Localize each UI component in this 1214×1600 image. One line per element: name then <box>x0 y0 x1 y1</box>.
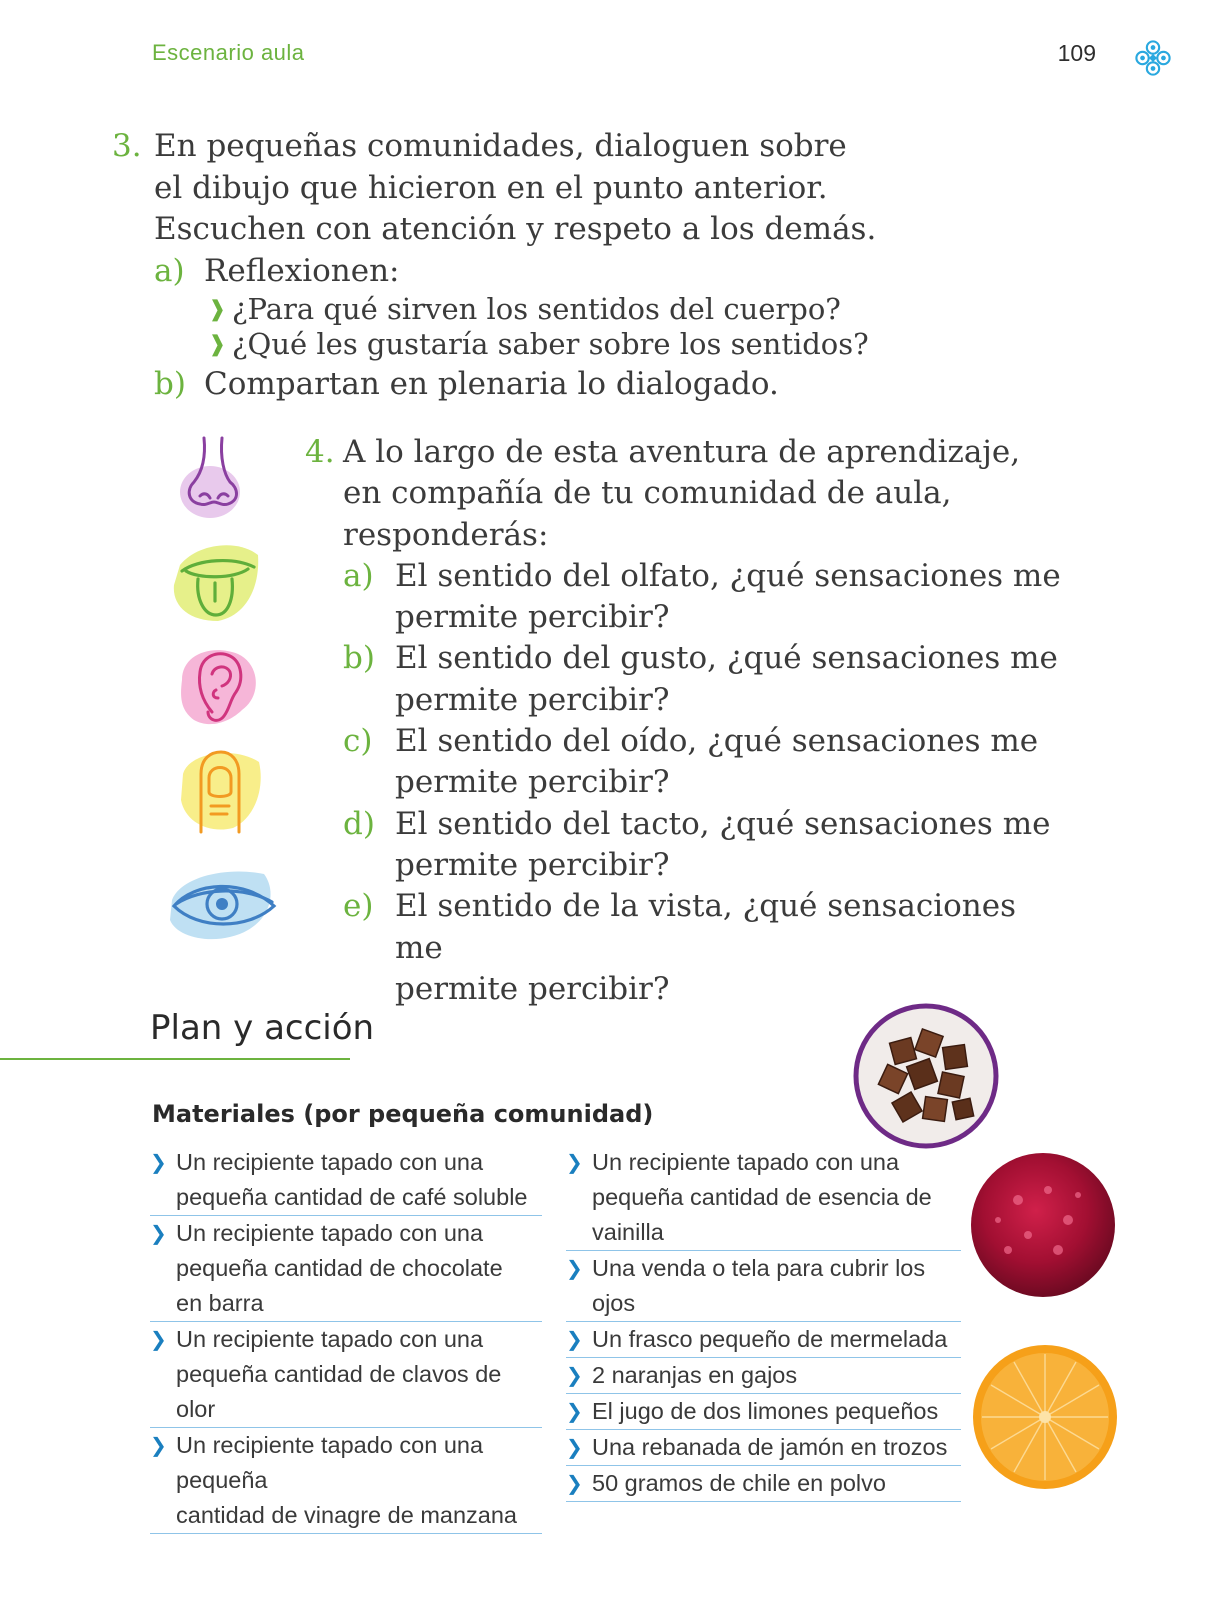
list-item: ❯ Una venda o tela para cubrir los ojos <box>566 1251 961 1322</box>
sub-text: Reflexionen: <box>204 252 400 289</box>
sub-text: permite percibir? <box>395 970 670 1007</box>
list-item: ❯ Un recipiente tapado con una pequeña cantidad de vinagre de manzana <box>150 1428 542 1534</box>
question-text: en compañía de tu comunidad de aula, <box>343 475 952 512</box>
nose-icon <box>172 432 254 522</box>
question-4 <box>305 432 1065 1010</box>
chevron-icon: ❯ <box>150 1327 167 1351</box>
list-item: ❯ Una rebanada de jamón en trozos <box>566 1430 961 1466</box>
sub-text: permite percibir? <box>395 681 670 718</box>
chevron-icon: ❯ <box>566 1150 583 1174</box>
sense-question <box>305 638 1065 679</box>
sub-label: e) <box>343 888 374 925</box>
sub-text: permite percibir? <box>395 599 670 636</box>
ear-icon <box>172 640 264 732</box>
materials-list-right <box>566 1145 961 1502</box>
sub-text: Compartan en plenaria lo dialogado. <box>204 366 779 402</box>
orange-photo <box>970 1342 1120 1492</box>
eye-icon <box>164 860 280 946</box>
chevron-icon: ❯ <box>566 1471 583 1495</box>
chevron-icon: ❯ <box>150 1150 167 1174</box>
question-3 <box>112 126 992 406</box>
sub-label: a) <box>154 252 185 289</box>
list-item: ❯ Un recipiente tapado con una pequeña cantidad de clavos de olor <box>150 1322 542 1428</box>
chevron-icon: ❱ <box>208 332 227 357</box>
question-text: En pequeñas comunidades, dialoguen sobre <box>154 128 847 164</box>
question-number: 4. <box>305 434 335 470</box>
section-title: Plan y acción <box>150 1008 375 1048</box>
question-number: 3. <box>112 128 142 164</box>
question-text: el dibujo que hicieron en el punto anterior. <box>154 169 828 206</box>
finger-icon <box>175 744 267 838</box>
sub-label: d) <box>343 805 375 842</box>
list-item: ❯ Un recipiente tapado con una pequeña cantidad de esencia de vainilla <box>566 1145 961 1251</box>
chevron-icon: ❯ <box>150 1221 167 1245</box>
chevron-icon: ❱ <box>208 297 227 322</box>
section-header: Escenario aula <box>152 40 305 65</box>
chevron-icon: ❯ <box>150 1433 167 1457</box>
sub-label: b) <box>154 366 186 402</box>
question-text: Escuchen con atención y respeto a los demás. <box>154 211 877 247</box>
jam-photo <box>968 1150 1118 1300</box>
list-item: ❯ El jugo de dos limones pequeños <box>566 1394 961 1430</box>
sub-text: El sentido del tacto, ¿qué sensaciones me <box>395 805 1051 842</box>
sense-question <box>305 886 1065 969</box>
list-item: ❯ 50 gramos de chile en polvo <box>566 1466 961 1502</box>
chevron-icon: ❯ <box>566 1363 583 1387</box>
bullet-text: ¿Qué les gustaría saber sobre los sentidos? <box>232 327 869 361</box>
sub-text: permite percibir? <box>395 846 670 883</box>
sense-question <box>305 556 1065 597</box>
sense-question <box>305 721 1065 762</box>
materials-list-left <box>150 1145 542 1534</box>
sub-text: permite percibir? <box>395 764 670 801</box>
list-item: ❯ Un recipiente tapado con una pequeña cantidad de chocolate en barra <box>150 1216 542 1322</box>
page-number: 109 <box>1057 40 1096 66</box>
chevron-icon: ❯ <box>566 1256 583 1280</box>
question-text: responderás: <box>343 516 549 553</box>
sub-label: c) <box>343 723 373 760</box>
sub-text: El sentido del gusto, ¿qué sensaciones me <box>395 640 1058 677</box>
bullet-text: ¿Para qué sirven los sentidos del cuerpo? <box>232 292 841 326</box>
question-text: A lo largo de esta aventura de aprendizaje, <box>343 434 1021 470</box>
sub-text: El sentido del oído, ¿qué sensaciones me <box>395 723 1039 760</box>
sense-question <box>305 804 1065 845</box>
sub-text: El sentido de la vista, ¿qué sensaciones me <box>395 888 1017 966</box>
sub-label: a) <box>343 557 374 594</box>
chevron-icon: ❯ <box>566 1327 583 1351</box>
tongue-icon <box>168 535 264 627</box>
list-item: ❯ 2 naranjas en gajos <box>566 1358 961 1394</box>
materials-title: Materiales (por pequeña comunidad) <box>152 1100 654 1128</box>
chocolate-photo <box>852 1002 1000 1150</box>
list-item: ❯ Un recipiente tapado con una pequeña cantidad de café soluble <box>150 1145 542 1216</box>
chevron-icon: ❯ <box>566 1435 583 1459</box>
list-item: ❯ Un frasco pequeño de mermelada <box>566 1322 961 1358</box>
section-divider <box>0 1058 350 1060</box>
chevron-icon: ❯ <box>566 1399 583 1423</box>
sub-label: b) <box>343 640 375 677</box>
sub-text: El sentido del olfato, ¿qué sensaciones me <box>395 557 1061 594</box>
flower-logo-icon <box>1134 39 1172 77</box>
